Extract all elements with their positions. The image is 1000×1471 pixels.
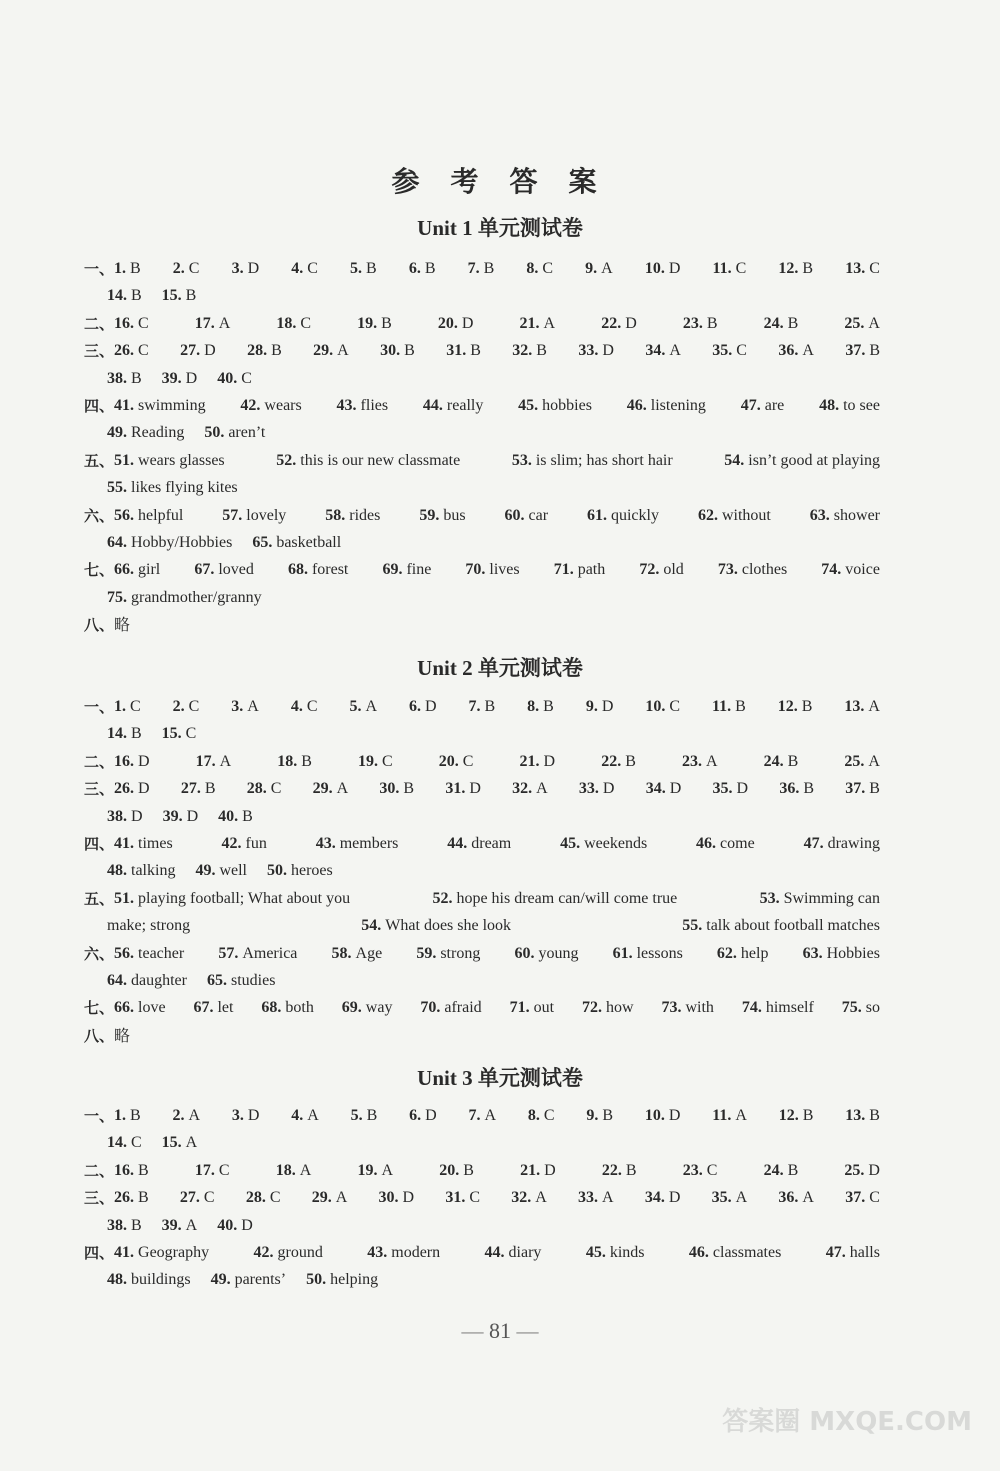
- answer-item: 16. C: [114, 314, 149, 332]
- answer-item: 29. A: [312, 780, 349, 798]
- answer-item: 19. C: [358, 752, 393, 770]
- answer-item: 64. daughter: [107, 972, 187, 989]
- answer-item: 11. A: [712, 1107, 747, 1124]
- answer-item: 6. D: [409, 698, 437, 715]
- answer-item: 4. C: [291, 260, 318, 277]
- answer-line: [107, 366, 880, 392]
- answer-item: 4. C: [290, 698, 318, 715]
- answer-item: 40. C: [217, 369, 252, 387]
- answer-item: 67. let: [193, 999, 234, 1017]
- answer-item: 37. C: [845, 1189, 880, 1207]
- answer-item: 10. D: [644, 1107, 681, 1124]
- answer-line: [84, 1103, 880, 1129]
- answer-item: 12. B: [778, 1107, 814, 1124]
- answer-item: 10. D: [644, 260, 681, 277]
- answer-line: [107, 858, 880, 884]
- answer-item: 29. A: [313, 342, 349, 360]
- answer-item: 14. C: [107, 1134, 142, 1152]
- answer-item: 12. B: [777, 698, 813, 715]
- answer-line: [84, 941, 880, 967]
- answer-item: 75. grandmother/granny: [107, 588, 262, 606]
- answer-item: 71. out: [509, 999, 555, 1017]
- part-label: 二、: [84, 1161, 115, 1180]
- answer-item: 29. A: [311, 1189, 348, 1207]
- answer-item: 30. B: [380, 342, 415, 360]
- part-label: 二、: [84, 752, 115, 771]
- answer-item: 45. hobbies: [518, 397, 592, 414]
- part-label: 六、: [84, 944, 115, 963]
- answer-item: 22. D: [601, 314, 637, 332]
- part-label: 六、: [84, 506, 115, 525]
- answer-item: 62. without: [697, 506, 771, 524]
- answer-item: 52. hope his dream can/will come true: [432, 889, 678, 907]
- page-title: 参 考 答 案: [391, 167, 609, 198]
- answer-item: 25. A: [844, 752, 880, 770]
- answer-item: 8. C: [526, 260, 554, 277]
- answer-item: 41. times: [114, 835, 173, 852]
- answer-item: 10. C: [645, 698, 681, 715]
- answer-item: 28. C: [245, 1189, 281, 1207]
- answer-item: 40. D: [217, 1216, 253, 1234]
- part-label: 八、: [84, 1026, 115, 1045]
- answer-item: 31. C: [445, 1189, 480, 1207]
- answer-line: [84, 448, 880, 474]
- answer-item: 40. B: [218, 807, 253, 825]
- answer-line: [107, 804, 880, 830]
- answer-item: 66. love: [114, 999, 166, 1017]
- answer-item: 6. B: [408, 260, 436, 277]
- answer-line: [84, 995, 880, 1021]
- answer-item: 36. A: [778, 342, 814, 360]
- answer-item: 51. wears glasses: [114, 451, 225, 469]
- answer-item: 32. B: [512, 342, 547, 360]
- answer-item: 38. D: [107, 807, 143, 825]
- answer-item: 73. clothes: [717, 561, 788, 579]
- answer-item: 46. listening: [626, 397, 706, 414]
- page-number: — 81 —: [461, 1318, 539, 1343]
- answer-item: 69. fine: [382, 561, 432, 579]
- answer-item: 49. Reading: [107, 424, 185, 442]
- answer-line: [107, 721, 880, 747]
- answer-line: [84, 338, 880, 364]
- answer-item: 11. B: [711, 698, 746, 715]
- answer-item: 35. A: [711, 1189, 748, 1207]
- answer-line: [107, 420, 880, 446]
- answer-item: 62. help: [716, 944, 769, 962]
- part-label: 三、: [84, 342, 115, 361]
- answer-item: 65. basketball: [252, 534, 342, 551]
- answer-item: 25. D: [844, 1161, 880, 1179]
- answer-line: [84, 776, 880, 802]
- answer-item: 20. D: [437, 314, 474, 332]
- answer-line: [84, 393, 880, 419]
- answer-item: 74. voice: [821, 561, 880, 579]
- answer-item: 3. D: [231, 1107, 260, 1124]
- answer-item: 14. B: [107, 287, 142, 305]
- answer-item: 23. C: [682, 1161, 718, 1179]
- answer-item: 24. B: [763, 1161, 799, 1179]
- answer-item: 28. C: [246, 780, 282, 798]
- answer-item: 13. A: [844, 698, 880, 715]
- answer-item: 71. path: [553, 561, 606, 579]
- answer-item: 13. B: [845, 1107, 880, 1124]
- part-label: 四、: [84, 1244, 115, 1262]
- answer-item: 41. swimming: [114, 397, 206, 414]
- answer-item: 9. D: [585, 698, 614, 715]
- answer-item: 37. B: [845, 780, 880, 798]
- answer-item: 11. C: [712, 260, 747, 277]
- answer-item: 39. A: [161, 1216, 198, 1234]
- answer-item: 9. A: [585, 260, 613, 277]
- answer-item: 66. girl: [114, 561, 161, 579]
- answer-item: 38. B: [107, 1216, 142, 1234]
- answer-item: 72. old: [639, 561, 684, 579]
- part-label: 一、: [84, 260, 115, 278]
- answer-item: 7. A: [468, 1107, 497, 1124]
- answer-item: 略: [114, 1025, 131, 1045]
- part-label: 三、: [84, 780, 115, 799]
- answer-item: 47. drawing: [803, 835, 880, 852]
- watermark-logo: [722, 1408, 972, 1436]
- answer-item: 32. A: [511, 1189, 547, 1207]
- part-label: 八、: [84, 616, 115, 635]
- answer-item: 31. B: [446, 342, 481, 360]
- answer-item: 34. D: [644, 1189, 681, 1207]
- answer-item: 33. D: [578, 342, 614, 360]
- answer-item: 54. What does she look: [361, 917, 512, 935]
- answer-line: [107, 1213, 880, 1239]
- answer-item: 22. B: [601, 1161, 637, 1179]
- answer-item: 18. A: [275, 1161, 312, 1179]
- answer-item: 45. weekends: [560, 835, 648, 852]
- answer-line: [84, 1185, 880, 1211]
- answer-item: 34. D: [645, 780, 682, 798]
- answer-line: [107, 1130, 880, 1156]
- answer-item: 42. fun: [221, 835, 267, 852]
- answer-item: 60. young: [514, 944, 579, 962]
- answer-item: 17. A: [195, 752, 232, 770]
- answer-item: 67. loved: [194, 561, 254, 579]
- answer-item: 55. likes flying kites: [107, 479, 238, 497]
- part-label: 七、: [84, 999, 115, 1018]
- answer-item: 63. Hobbies: [802, 944, 880, 962]
- answer-item: 4. A: [291, 1107, 319, 1124]
- answer-item: 34. A: [645, 342, 681, 360]
- answer-item: 48. talking: [107, 862, 176, 880]
- answer-item: 3. D: [231, 260, 260, 277]
- answer-item: 2. C: [172, 698, 200, 715]
- answer-item: 70. afraid: [420, 999, 482, 1017]
- answer-item: 47. halls: [825, 1244, 880, 1261]
- answer-item: 19. A: [357, 1161, 394, 1179]
- answer-item: 7. B: [467, 260, 495, 277]
- answer-item: 23. A: [681, 752, 718, 770]
- answer-item: 31. D: [445, 780, 481, 798]
- answer-item: 42. wears: [240, 397, 302, 414]
- answer-item: 1. B: [114, 260, 141, 277]
- answer-item: 38. B: [107, 369, 142, 387]
- answer-line: [84, 1158, 880, 1184]
- answer-item: 68. both: [261, 999, 314, 1017]
- answer-item: 27. C: [179, 1189, 215, 1207]
- answer-item: 17. C: [194, 1161, 230, 1179]
- answer-item: 54. isn’t good at playing: [724, 451, 880, 469]
- answer-item: 63. shower: [809, 506, 880, 524]
- answer-item: 48. to see: [819, 397, 880, 414]
- answer-item: 46. classmates: [688, 1244, 782, 1261]
- answer-line: [84, 831, 880, 857]
- part-label: 四、: [84, 397, 115, 415]
- answer-item: 22. B: [601, 752, 636, 770]
- answer-item: 2. C: [172, 260, 200, 277]
- answer-item: 15. A: [161, 1134, 198, 1152]
- answer-item: 20. C: [438, 752, 474, 770]
- answer-line: [107, 283, 880, 309]
- section-heading: Unit 3 单元测试卷: [417, 1066, 583, 1090]
- answer-item: 70. lives: [465, 561, 520, 579]
- answer-item: 61. quickly: [586, 506, 659, 524]
- answer-line: [84, 503, 880, 529]
- answer-item: 13. C: [845, 260, 880, 277]
- answer-item: 15. B: [161, 287, 197, 305]
- answer-line: [84, 749, 880, 775]
- answer-item: 57. lovely: [222, 506, 287, 524]
- answer-item: 50. helping: [306, 1271, 379, 1289]
- answer-item: 69. way: [341, 999, 393, 1017]
- part-label: 四、: [84, 835, 115, 853]
- answer-item: 27. D: [180, 342, 216, 360]
- answer-line: [107, 968, 880, 994]
- answer-item: 36. A: [778, 1189, 814, 1207]
- answer-item: 51. playing football; What about you: [114, 889, 351, 907]
- answer-item: 21. A: [519, 314, 556, 332]
- answer-line: [84, 612, 880, 638]
- answer-item: 53. Swimming can: [759, 889, 880, 907]
- answer-item: 46. come: [696, 835, 755, 852]
- answer-item: 5. B: [350, 260, 377, 277]
- answer-item: 58. Age: [331, 944, 383, 962]
- answer-item: 42. ground: [253, 1244, 323, 1261]
- answer-item: 20. B: [439, 1161, 474, 1179]
- part-label: 五、: [84, 889, 115, 908]
- answer-item: 24. B: [763, 752, 799, 770]
- answer-item: 50. aren’t: [204, 424, 266, 442]
- answer-item: 35. C: [712, 342, 747, 360]
- answer-item: 25. A: [844, 314, 880, 332]
- answer-item: 44. really: [422, 397, 484, 414]
- answer-line: [107, 585, 880, 611]
- answer-item: 43. members: [315, 835, 399, 852]
- answer-item: 5. B: [350, 1107, 378, 1124]
- part-label: 一、: [84, 1107, 115, 1125]
- answer-item: 32. A: [512, 780, 548, 798]
- part-label: 七、: [84, 561, 115, 580]
- answer-item: 21. D: [519, 752, 556, 770]
- answer-item: 5. A: [349, 698, 378, 715]
- answer-item: 49. parents’: [210, 1271, 287, 1289]
- answer-item: 33. A: [578, 1189, 614, 1207]
- answer-item: 48. buildings: [107, 1271, 191, 1289]
- answer-item: 略: [114, 615, 131, 635]
- answer-item: 6. D: [409, 1107, 437, 1124]
- answer-item: 35. D: [712, 780, 749, 798]
- answer-item: 72. how: [581, 999, 634, 1017]
- answer-item: 16. B: [114, 1161, 149, 1179]
- answer-line: [107, 1267, 880, 1293]
- answer-item: 23. B: [682, 314, 718, 332]
- answer-item: 36. B: [779, 780, 814, 798]
- answer-item: 58. rides: [325, 506, 381, 524]
- answer-line: [84, 886, 880, 912]
- answer-line: [84, 694, 880, 720]
- answer-item: 65. studies: [206, 972, 276, 989]
- answer-item: 26. B: [114, 1189, 149, 1207]
- answer-item: 28. B: [247, 342, 282, 360]
- answer-item: 73. with: [661, 999, 714, 1017]
- page-number-value: 81: [489, 1318, 511, 1343]
- answer-item: 19. B: [357, 314, 392, 332]
- answer-item: 30. D: [378, 1189, 415, 1207]
- answer-item: 2. A: [172, 1107, 201, 1124]
- part-label: 二、: [84, 314, 115, 333]
- answer-item: 17. A: [194, 314, 231, 332]
- answer-item: 15. C: [161, 725, 197, 743]
- answer-item: 41. Geography: [114, 1244, 210, 1261]
- answer-item: 18. C: [276, 314, 312, 332]
- part-label: 三、: [84, 1189, 115, 1208]
- answer-item: 33. D: [578, 780, 615, 798]
- answer-item: 64. Hobby/Hobbies: [107, 534, 233, 551]
- answer-line: [107, 913, 880, 939]
- answer-item: 26. C: [114, 342, 149, 360]
- answer-item: 45. kinds: [585, 1244, 645, 1261]
- answer-item: 60. car: [504, 506, 549, 524]
- answer-item: 18. B: [277, 752, 312, 770]
- answer-item: 74. himself: [741, 999, 814, 1017]
- answer-item: 57. America: [218, 944, 298, 962]
- answer-item: 7. B: [468, 698, 496, 715]
- answer-item: 1. B: [114, 1107, 141, 1124]
- answer-item: 75. so: [841, 999, 880, 1017]
- answer-item: 39. D: [162, 807, 199, 825]
- answer-item: 59. strong: [416, 944, 481, 962]
- answer-item: 3. A: [231, 698, 259, 715]
- answer-line: [84, 1023, 880, 1049]
- watermark-text: 答案圈 MXQE.COM: [722, 1407, 972, 1437]
- answer-line: [107, 475, 880, 501]
- answer-item: 49. well: [195, 862, 247, 880]
- answer-item: make; strong: [107, 917, 191, 935]
- section-heading: Unit 2 单元测试卷: [417, 656, 583, 680]
- answer-item: 16. D: [114, 752, 150, 770]
- answer-item: 56. teacher: [114, 944, 185, 962]
- answer-line: [84, 1240, 880, 1266]
- answer-item: 61. lessons: [612, 944, 683, 962]
- answer-item: 43. modern: [367, 1244, 441, 1261]
- answer-item: 44. dream: [447, 835, 512, 852]
- answer-line: [84, 256, 880, 282]
- answer-item: 8. B: [527, 698, 554, 715]
- answer-item: 39. D: [161, 369, 198, 387]
- answer-item: 1. C: [114, 698, 141, 715]
- answer-item: 21. D: [520, 1161, 556, 1179]
- answer-item: 30. B: [379, 780, 415, 798]
- answer-line: [84, 311, 880, 337]
- answer-item: 55. talk about football matches: [682, 917, 880, 935]
- part-label: 一、: [84, 698, 115, 716]
- answer-line: [107, 530, 880, 556]
- answer-item: 50. heroes: [266, 862, 333, 880]
- answer-item: 59. bus: [419, 506, 466, 524]
- part-label: 五、: [84, 451, 115, 470]
- answer-item: 12. B: [778, 260, 814, 277]
- answer-item: 53. is slim; has short hair: [511, 451, 673, 469]
- answer-item: 24. B: [763, 314, 799, 332]
- answer-item: 37. B: [845, 342, 880, 360]
- answer-item: 68. forest: [287, 561, 349, 579]
- answer-item: 52. this is our new classmate: [276, 451, 461, 469]
- answer-item: 47. are: [740, 397, 785, 414]
- answer-item: 43. flies: [336, 397, 389, 414]
- answer-item: 27. B: [180, 780, 216, 798]
- answer-item: 8. C: [527, 1107, 555, 1124]
- answer-line: [84, 557, 880, 583]
- section-heading: Unit 1 单元测试卷: [417, 216, 583, 240]
- answer-item: 44. diary: [484, 1244, 542, 1261]
- answer-item: 56. helpful: [114, 506, 184, 524]
- answer-item: 9. B: [586, 1107, 614, 1124]
- answer-item: 14. B: [107, 725, 142, 743]
- answer-item: 26. D: [114, 780, 150, 798]
